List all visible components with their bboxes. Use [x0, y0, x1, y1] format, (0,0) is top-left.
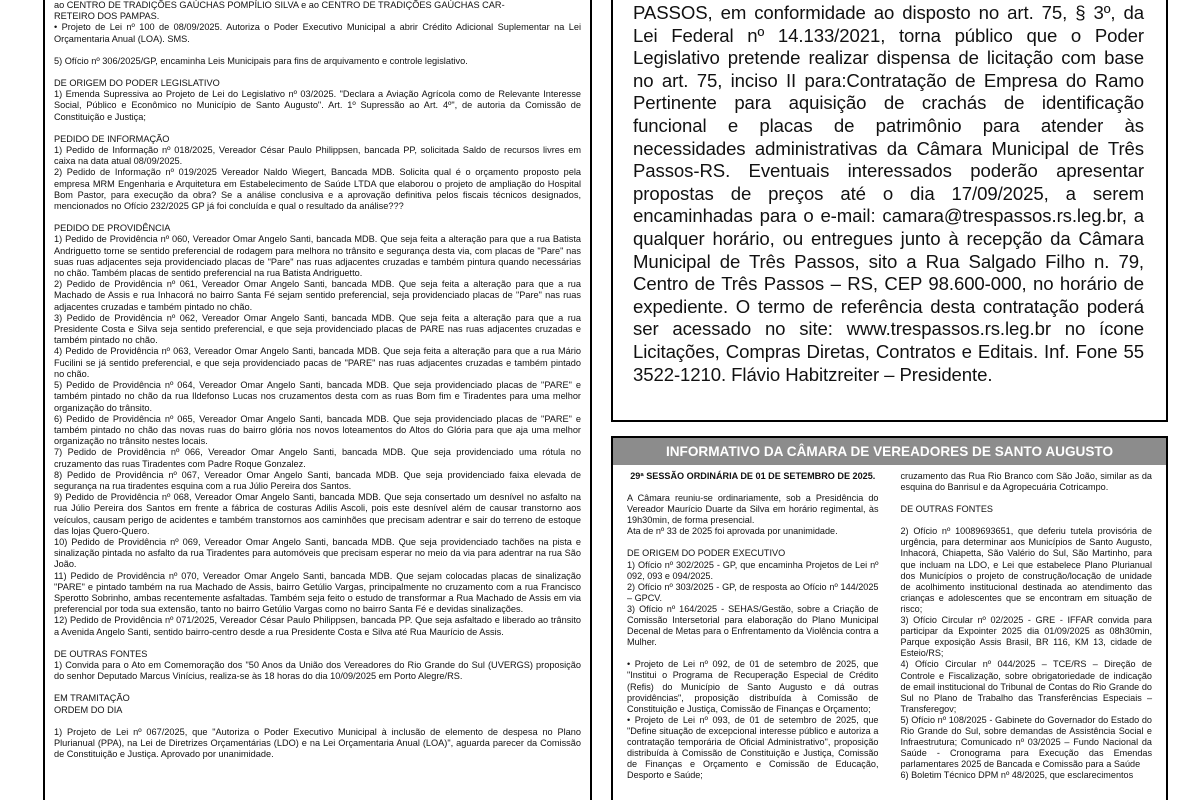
paragraph: A Câmara reuniu-se ordinariamente, sob a Presidência do Vereador Maurício Duarte da Silva em horário regimental, às 19h30min, de forma presencial.	[627, 493, 879, 526]
paragraph: Ata de nº 33 de 2025 foi aprovada por unanimidade.	[627, 526, 838, 537]
paragraph: 29ª SESSÃO ORDINÁRIA DE 01 DE SETEMBRO DE 2025.	[630, 471, 876, 481]
paragraph: 2) Ofício nº 10089693651, que deferiu tutela provisória de urgência, para determinar aos Municípios de Santo Augusto, Inhacorá, Chiapetta, São Valério do Sul, São Martinho, para que incluam na LDO, e Lei que estabelece Plano Plurianual dos Municípios o projeto de construção/locação de unidade de acolhimento institucional destinada ao atendimento das crianças e adolescentes que se encontram em situação de risco;	[900, 526, 1152, 614]
paragraph: 8) Pedido de Providência nº 067, Vereador Omar Angelo Santi, bancada MDB. Que seja providenciado faixa elevada de segurança na rua tiradentes esquina com a rua Júlio Pereira dos Santos.	[54, 469, 581, 491]
paragraph: ORDEM DO DIA	[54, 704, 123, 715]
informativo-box	[611, 436, 1168, 800]
paragraph: RETEIRO DOS PAMPAS.	[54, 11, 160, 22]
informativo-column-2	[901, 471, 1153, 781]
paragraph: 4) Pedido de Providência nº 063, Vereador Omar Angelo Santi, bancada MDB. Que seja feita a alteração para que a rua Mário Fucilini se já sentido preferencial, e que seja providenciado pacas de "PARE" nas ruas adjacentes cruzadas e também pintado no chão.	[54, 346, 581, 379]
paragraph: 1) Emenda Supressiva ao Projeto de Lei do Legislativo nº 03/2025. "Declara a Aviação Agrícola como de Relevante Interesse Social, Público e Econômico no Município de Santo Augusto". Art. 1º Supressão ao Art. 4º", de autoria da Comissão de Constituição e Justiça;	[54, 89, 581, 122]
paragraph: PEDIDO DE INFORMAÇÃO	[54, 133, 170, 144]
paragraph: 1) Convida para o Ato em Comemoração dos "50 Anos da União dos Vereadores do Rio Grande do Sul (UVERGS) proposição do senhor Deputado Marcus Vinícius, realiza-se às 18 horas do dia 10/09/2025 em Porto Alegre/RS.	[54, 659, 581, 682]
paragraph: 5) Pedido de Providência nº 064, Vereador Omar Angelo Santi, bancada MDB. Que seja providenciado placas de "PARE" e também pintado no chão da rua Ildefonso Lucas nos cruzamentos desta com as ruas Bom fim e Tiradentes para uma melhor organização do trânsito.	[54, 380, 581, 413]
paragraph: 1) Pedido de Providência nº 060, Vereador Omar Angelo Santi, bancada MDB. Que seja feita a alteração para que a rua Batista Andriguetto torne se sentido preferencial de rodagem para melhora no trânsito e segurança desta via, com placas de "Pare" nas suas ruas adjacentes seja providenciado placas de "Pare" nas ruas adjacentes cruzadas e também pintura quando necessárias no chão. Também placas de sentido preferencial na rua Batista Andriguetto.	[54, 234, 581, 279]
paragraph: 3) Ofício nº 164/2025 - SEHAS/Gestão, sobre a Criação de Comissão Intersetorial para elaboração do Plano Municipal Decenal de Metas para o Enfrentamento da Violência contra a Mulher.	[627, 603, 879, 648]
paragraph: 1) Pedido de Informação nº 018/2025, Vereador César Paulo Philippsen, bancada PP, solicitada Saldo de recursos livres em caixa na data atual 08/09/2025.	[54, 145, 581, 167]
dispensa-notice-box	[611, 0, 1168, 422]
informativo-column-1	[627, 471, 879, 781]
paragraph: DE ORIGEM DO PODER LEGISLATIVO	[54, 78, 220, 89]
paragraph: 2) Pedido de Providência nº 061, Vereador Omar Angelo Santi, bancada MDB. Que seja feita a alteração para que a rua Machado de Assis e rua Inhacorá no bairro Santa Fé sejam sentido preferencial, seja providenciado placas de "Pare" nas ruas adjacentes cruzadas e também pintado no chão.	[54, 279, 581, 312]
paragraph: DE OUTRAS FONTES	[54, 648, 148, 659]
paragraph: DE OUTRAS FONTES	[900, 504, 993, 515]
paragraph: 3) Ofício Circular nº 02/2025 - GRE - IFFAR convida para participar da Expointer 2025 dia 01/09/2025 as 08h30min, Parque exposição Assis Brasil, BR 116, KM 13, cidade de Esteio/RS;	[900, 615, 1152, 659]
paragraph: 6) Pedido de Providência nº 065, Vereador Omar Angelo Santi, bancada MDB. Que seja providenciado placas de "PARE" e também pintado no chão das novas ruas do bairro glória nos novos loteamentos do Altos do Glória para que aja uma melhor organização no trânsito nestes locais.	[54, 413, 581, 447]
paragraph: 11) Pedido de Providência nº 070, Vereador Omar Angelo Santi, bancada MDB. Que sejam colocadas placas de sinalização "PARE" e pintado também na rua Machado de Assis, bairro Getúlio Vargas, principalmente no cruzamento com a rua Francisco Sperotto Sobrinho, ambas recentemente asfaltadas. Também seja feito o estudo de transformar a Rua Machado de Assis em via preferencial por toda sua extensão, tanto no bairro Getúlio Vargas como no bairro Santa Fé e devidas sinalizações.	[54, 570, 581, 615]
paragraph: 7) Pedido de Providência nº 066, Vereador Omar Angelo Santi, bancada MDB. Que seja providenciado uma rótula no cruzamento das ruas Tiradentes com Padre Roque Gonzalez.	[54, 447, 581, 469]
paragraph: PEDIDO DE PROVIDÊNCIA	[54, 223, 171, 234]
paragraph: • Projeto de Lei nº 092, de 01 de setembro de 2025, que "Institui o Programa de Recuperação Especial de Crédito (Refis) do Município de Santo Augusto e dá outras providências", proposição distribuída à Comissão de Constituição e Justiça, Comissão de Finanças e Orçamento;	[627, 659, 879, 714]
paragraph: 1) Ofício nº 302/2025 - GP, que encaminha Projetos de Lei nº 092, 093 e 094/2025.	[627, 559, 879, 581]
paragraph: DE ORIGEM DO PODER EXECUTIVO	[627, 548, 786, 559]
paragraph: ao CENTRO DE TRADIÇÕES GAÚCHAS POMPÍLIO SILVA e ao CENTRO DE TRADIÇÕES GAÚCHAS CAR-	[54, 0, 505, 10]
left-column	[43, 0, 592, 800]
paragraph: 10) Pedido de Providência nº 069, Vereador Omar Angelo Santi, bancada MDB. Que seja providenciado tachões na pista e sinalização pintada no asfalto da rua Tiradentes para automóveis que precisam esperar no meio da via para adentrar na rua São João.	[54, 536, 581, 570]
paragraph: 3) Pedido de Providência nº 062, Vereador Omar Angelo Santi, bancada MDB. Que seja feita a alteração para que a rua Presidente Costa e Silva seja sentido preferencial, e que seja providenciado placas de PARE nas ruas adjacentes cruzadas e também pintado no chão.	[54, 312, 581, 346]
paragraph: 4) Ofício Circular nº 044/2025 – TCE/RS – Direção de Controle e Fiscalização, sobre obrigatoriedade de indicação de email institucional do Tribunal de Contas do Rio Grande do Sul no Plano de Trabalho das Transferências Especiais – Transferegov;	[900, 659, 1152, 714]
paragraph: 5) Ofício nº 306/2025/GP, encaminha Leis Municipais para fins de arquivamento e controle legislativo.	[54, 55, 468, 66]
paragraph: 2) Pedido de Informação nº 019/2025 Vereador Naldo Wiegert, Bancada MDB. Solicita qual é o orçamento proposto pela empresa MRM Engenharia e Arquitetura em Estabelecimento de Saúde LTDA que elaborou o projeto de ampliação do Hospital Bom Pastor, para execução da obra? Se a análise conclusiva e a aprovação definitiva pelos fiscais técnicos designados, mencionados no Ofício 232/2025 GP já foi concluída e qual o resultado da análise???	[54, 167, 581, 212]
paragraph: 12) Pedido de Providência nº 071/2025, Vereador César Paulo Philippsen, bancada PP. Que seja asfaltado e liberado ao trânsito a Avenida Angelo Santi, sentido bairro-centro desde a rua Presidente Costa e Silva até Rua Maurício de Assis.	[54, 615, 581, 637]
paragraph: • Projeto de Lei nº 093, de 01 de setembro de 2025, que "Define situação de excepcional interesse público e autoriza a contratação temporária de Oficial Administrativo", proposição distribuída à Comissão de Constituição e Justiça, Comissão de Finanças e Orçamento e Comissão de Educação, Desporto e Saúde;	[627, 714, 879, 781]
paragraph: 2) Ofício nº 303/2025 - GP, de resposta ao Ofício nº 144/2025 – GPCV.	[627, 581, 879, 603]
dispensa-notice-text: PASSOS, em conformidade ao disposto no art. 75, § 3º, da Lei Federal nº 14.133/2021, torna público que o Poder Legislativo pretende realizar dispensa de licitação com base no art. 75, inciso II para:Contratação de Empresa do Ramo Pertinente para aquisição de crachás de identificação funcional e placas de patrimônio para atender às necessidades administrativas da Câmara Municipal de Três Passos-RS. Eventuais interessados poderão apresentar propostas de preços até o dia 17/09/2025, a serem encaminhadas para o e-mail: camara@trespassos.rs.leg.br, a qualquer horário, ou entregues junto à recepção da Câmara Municipal de Três Passos, sito a Rua Salgado Filho n. 79, Centro de Três Passos – RS, CEP 98.600-000, no horário de expediente. O termo de referência desta contratação poderá ser acessado no site: www.trespassos.rs.leg.br no ícone Licitações, Compras Diretas, Contratos e Editais. Inf. Fone 55 3522-1210. Flávio Habitzreiter – Presidente.	[633, 2, 1144, 385]
informativo-header: INFORMATIVO DA CÂMARA DE VEREADORES DE SANTO AUGUSTO	[613, 438, 1166, 465]
paragraph: 9) Pedido de Providência nº 068, Vereador Omar Angelo Santi, bancada MDB. Que seja consertado um desnível no asfalto na rua Júlio Pereira dos Santos em frente a fábrica de costuras Adilis Ascoli, pois este desnível além de causar transtorno aos veículos, causam perigo de acidentes e também transtornos aos caminhões que precisam adentrar e sair do terreno de estoque das lojas Quero-Quero.	[54, 492, 581, 536]
paragraph: cruzamento das Rua Rio Branco com São João, similar as da esquina do Banrisul e da Agropecuária Cotricampo.	[900, 471, 1152, 493]
paragraph: 6) Boletim Técnico DPM nº 48/2025, que esclarecimentos	[900, 770, 1134, 781]
paragraph: 5) Ofício nº 108/2025 - Gabinete do Governador do Estado do Rio Grande do Sul, sobre demandas de Assistência Social e Infraestrutura; Comunicado nº 03/2025 – Fundo Nacional da Saúde - Cronograma para Execução das Emendas parlamentares 2025 de Bancada e Comissão para a Saúde	[900, 714, 1152, 770]
paragraph: 1) Projeto de Lei nº 067/2025, que "Autoriza o Poder Executivo Municipal à inclusão de elemento de despesa no Plano Plurianual (PPA), na Lei de Diretrizes Orçamentárias (LDO) e na Lei Orçamentaria Anual (LOA)", aguarda parecer da Comissão de Constituição e Justiça. Aprovado por unanimidade.	[54, 726, 581, 760]
paragraph: • Projeto de Lei nº 100 de 08/09/2025. Autoriza o Poder Executivo Municipal a abrir Crédito Adicional Suplementar na Lei Orçamentaria Anual (LOA). SMS.	[54, 22, 581, 44]
paragraph: EM TRAMITAÇÃO	[54, 693, 130, 704]
